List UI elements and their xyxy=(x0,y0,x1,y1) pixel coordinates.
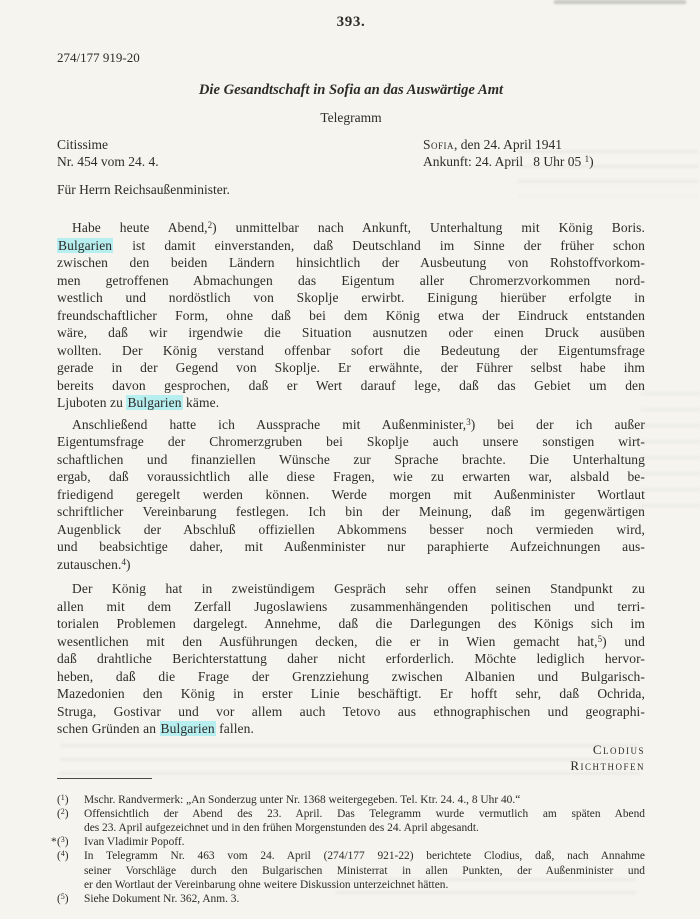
text-segment: daß drahtliche Berichterstattung daher nicht erforderlich. Möchte lediglich hervor- xyxy=(57,651,645,666)
text-segment: ergab, daß voraussichtlich alle diese Fragen, wie zu erwarten war, alsbald be- xyxy=(57,469,645,484)
footnote-text xyxy=(84,807,645,835)
text-segment: er den Wortlaut der Vereinbarung ohne weitere Diskussion unterzeichnet hätten. xyxy=(84,878,449,891)
text-segment: Siehe Dokument Nr. 362, Anm. 3. xyxy=(84,892,240,905)
text-line xyxy=(57,359,645,377)
text-segment: allen mit dem Zerfall Jugoslawiens zusammenhängenden politischen und terri- xyxy=(57,598,645,614)
text-line xyxy=(57,486,645,504)
footnotes xyxy=(51,792,645,907)
text-segment: torialen Problemen dargelegt. Annehme, daß die Darlegungen des Königs sich im xyxy=(57,616,645,631)
footnote xyxy=(57,793,645,807)
text-line xyxy=(57,720,645,738)
text-segment: gerade in der Gegend von Skoplje. Er erwähnte, der Führer selbst habe ihm xyxy=(57,360,645,375)
footnote-reference: 1 xyxy=(584,154,590,164)
footnote-marker-prefix: * xyxy=(51,836,57,849)
text-segment: Offensichtlich der Abend des 23. April. Das Telegramm wurde vermutlich am späten Abend xyxy=(84,807,645,820)
document-title: Die Gesandtschaft in Sofia an das Auswärtige Amt xyxy=(198,82,504,98)
highlighted-text: Bulgarien xyxy=(160,721,215,736)
text-line xyxy=(57,272,645,290)
text-segment: wäre, daß wir irgendwie die Situation ausnutzen oder einen Druck ausüben xyxy=(57,325,645,340)
text-segment: zwischen den beiden Ländern hinsichtlich der Ausbeutung von Rohstoffvorkom- xyxy=(57,255,645,270)
salutation: Für Herrn Reichsaußenminister. xyxy=(57,182,230,197)
text-segment: Sofia xyxy=(423,137,455,152)
dateline-line xyxy=(423,136,645,153)
text-segment: seiner Vorschläge durch den Bulgarischen Ministerrat in allen Punkten, der Außenminister und xyxy=(84,864,645,877)
signature: Richthofen xyxy=(570,758,645,773)
text-line xyxy=(57,468,645,486)
text-segment: des 23. April aufgezeichnet und in den frühen Morgenstunden des 24. April abgesandt. xyxy=(84,821,479,834)
text-segment: ) xyxy=(125,556,131,572)
text-segment: Habe heute Abend, xyxy=(72,220,208,235)
footnote-number: 3 xyxy=(60,835,65,845)
text-segment: Ljuboten zu xyxy=(57,395,127,410)
text-segment: bereits davon gesprochen, daß er Wert darauf lege, daß das Gebiet um den xyxy=(57,377,645,393)
text-segment: Struga, Gostivar und vor allem auch Tetovo aus ethnographischen und geographi- xyxy=(57,703,645,719)
text-segment: käme. xyxy=(182,395,220,410)
dateline xyxy=(423,136,645,170)
footnote-marker: ($^1$) xyxy=(57,792,69,806)
text-line xyxy=(84,835,645,849)
footnote xyxy=(57,849,645,892)
archive-reference: 274/177 919-20 xyxy=(57,50,140,65)
footnote-marker: ($^4$) xyxy=(57,849,69,863)
text-line xyxy=(57,685,645,703)
text-segment: schen Gründen an xyxy=(57,721,160,736)
text-segment: friedigend geregelt werden können. Werde morgen mit Außenminister Wortlaut xyxy=(57,486,645,502)
text-segment: und beabsichtige daher, mit Außenminister nur paraphierte Aufzeichnungen aus- xyxy=(57,539,645,554)
text-segment: Anschließend hatte ich Aussprache mit Außenminister, xyxy=(72,416,467,432)
text-segment: freundschaftlicher Form, ohne daß bei dem König etwa der Eindruck entstanden xyxy=(57,307,645,323)
text-segment: zutauschen. xyxy=(57,556,122,572)
footnote-text xyxy=(84,793,645,807)
dateline-line xyxy=(423,153,645,170)
text-line xyxy=(57,433,645,451)
text-segment: Mazedonien den König in erster Linie beschäftigt. Er hofft sehr, daß Ochrida, xyxy=(57,686,645,701)
text-segment: , den 24. April 1941 xyxy=(454,137,563,152)
footnote-marker: ($^2$) xyxy=(57,806,69,820)
text-line xyxy=(57,416,645,434)
text-segment: wesentlichen mit den Ausführungen decken, die er in Wien gemacht hat, xyxy=(57,633,598,649)
text-segment: Augenblick der Abschluß offiziellen Abkommens besser noch vermieden wird, xyxy=(57,521,645,537)
highlighted-text: Bulgarien xyxy=(127,395,182,410)
text-line xyxy=(57,633,645,651)
text-line xyxy=(84,864,645,878)
text-segment: ) bei der ich außer xyxy=(470,416,645,432)
text-line xyxy=(57,521,645,539)
footnote-text xyxy=(84,835,645,849)
text-line xyxy=(84,807,645,821)
document-body xyxy=(57,219,645,738)
document-number: 393. xyxy=(336,14,366,30)
telegram-number: Nr. 454 vom 24. 4. xyxy=(57,154,159,169)
telegram-meta xyxy=(57,136,645,170)
text-line xyxy=(57,538,645,556)
bleed-through-artifact xyxy=(640,392,700,512)
text-line xyxy=(57,342,645,360)
text-segment: schaftlichen und finanziellen Wünsche zur Sprache brachte. Die Unterhaltung xyxy=(57,451,645,467)
text-segment: Mschr. Randvermerk: „An Sonderzug unter Nr. 1368 weitergegeben. Tel. Ktr. 24. 4., 8 Uhr 40.“ xyxy=(84,793,521,806)
priority-label: Citissime xyxy=(57,137,109,152)
footnote-number: 4 xyxy=(60,849,65,859)
text-line xyxy=(57,377,645,395)
footnote-reference: 5 xyxy=(597,633,603,644)
footnote-reference: 2 xyxy=(207,220,213,230)
text-line xyxy=(57,580,645,598)
text-line xyxy=(57,650,645,668)
text-line xyxy=(84,878,645,892)
text-line xyxy=(57,394,645,412)
text-segment: ) xyxy=(589,154,594,169)
text-segment: heben, daß die Frage der Grenzziehung zwischen Albanien und Bulgarisch- xyxy=(57,668,645,684)
text-segment: Eigentumsfrage der Chromerzgruben bei Skoplje auch unsere sonstigen wirt- xyxy=(57,434,645,449)
footnote xyxy=(57,892,645,906)
text-line xyxy=(57,289,645,307)
footnote-reference: 3 xyxy=(466,416,471,427)
text-line xyxy=(57,503,645,521)
paragraph xyxy=(57,416,645,574)
text-segment: westlich und nordöstlich von Skoplje erwirbt. Einigung hierüber erfolgte in xyxy=(57,290,645,305)
text-segment: ) unmittelbar nach Ankunft, Unterhaltung mit König Boris. xyxy=(212,220,645,235)
text-segment: Der König hat in zweistündigem Gespräch sehr offen seinen Standpunkt zu xyxy=(72,581,645,596)
text-segment: wollten. Der König verstand offenbar sofort die Bedeutung der Eigentumsfrage xyxy=(57,342,645,358)
text-segment: men getroffenen Abmachungen das Eigentum aller Chromerzvorkommen nord- xyxy=(57,272,645,288)
footnote xyxy=(57,807,645,835)
text-line xyxy=(57,237,645,255)
cut-off-running-header-artifact xyxy=(554,0,686,4)
footnote-number: 1 xyxy=(60,792,65,802)
text-line xyxy=(57,703,645,721)
footnote-separator xyxy=(57,778,152,779)
highlighted-text: Bulgarien xyxy=(58,237,113,253)
footnote-marker: ($^5$) xyxy=(57,891,69,905)
text-line xyxy=(57,668,645,686)
footnote xyxy=(51,835,645,849)
text-line xyxy=(57,219,645,237)
footnote-reference: 4 xyxy=(121,556,126,567)
text-line xyxy=(57,307,645,325)
text-line xyxy=(57,254,645,272)
text-line xyxy=(57,556,645,574)
signature: Clodius xyxy=(592,741,645,757)
text-line xyxy=(57,451,645,469)
text-line xyxy=(57,324,645,342)
footnote-marker: *($^3$) xyxy=(51,835,69,849)
text-line xyxy=(57,615,645,633)
text-segment: In Telegramm Nr. 463 vom 24. April (274/177 921-22) berichtete Clodius, daß, nach Annahme xyxy=(84,850,645,863)
signature-block xyxy=(57,742,645,775)
paragraph xyxy=(57,219,645,412)
text-segment: ) und xyxy=(602,633,645,649)
text-line xyxy=(84,849,645,863)
text-segment: ist damit einverstanden, daß Deutschland im Sinne der früher schon xyxy=(113,237,645,253)
footnote-text xyxy=(84,892,645,906)
text-segment: schriftlicher Vereinbarung festlegen. Ich bin der Meinung, daß im gegenwärtigen xyxy=(57,504,645,519)
text-line xyxy=(84,821,645,835)
footnote-number: 5 xyxy=(60,891,65,901)
text-line xyxy=(57,598,645,616)
text-line xyxy=(84,892,645,906)
paragraph xyxy=(57,580,645,738)
text-line xyxy=(84,793,645,807)
text-segment: Ankunft: 24. April 8 Uhr 05 xyxy=(423,154,585,169)
telegram-meta-left xyxy=(57,136,159,170)
footnote-number: 2 xyxy=(60,806,65,816)
footnote-text xyxy=(84,849,645,892)
text-segment: fallen. xyxy=(215,721,254,736)
text-segment: Ivan Vladimir Popoff. xyxy=(84,836,185,849)
document-type-label: Telegramm xyxy=(320,110,382,125)
